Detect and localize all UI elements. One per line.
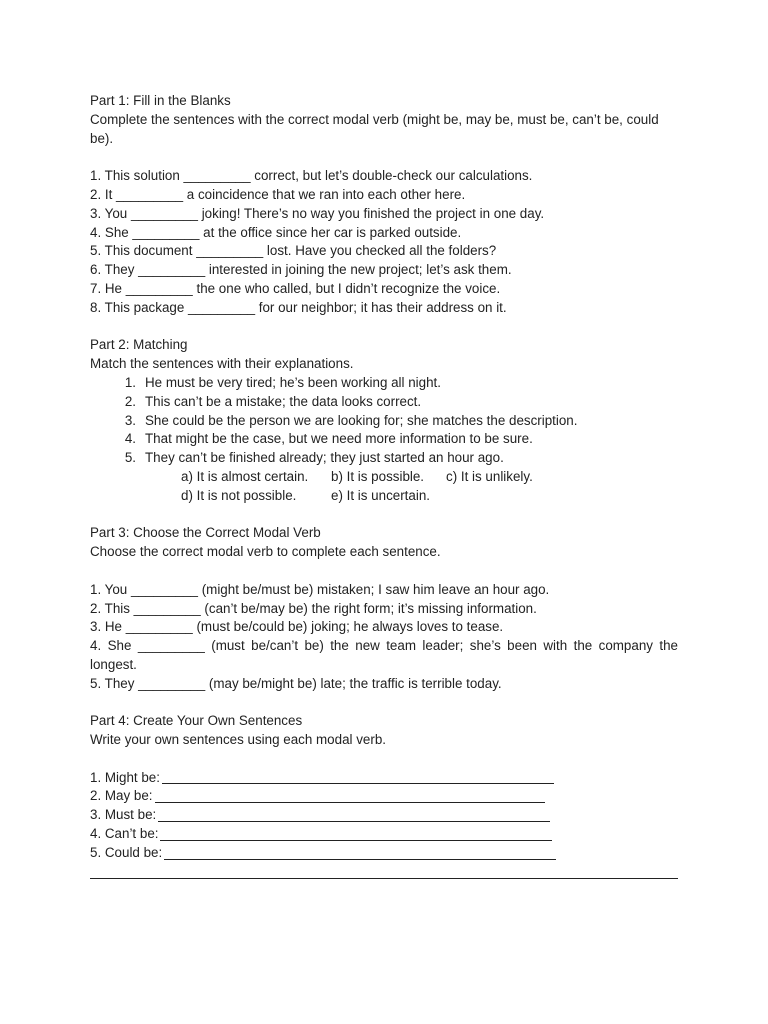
list-item — [90, 412, 678, 431]
item-text: He must be very tired; he’s been working all night. — [145, 374, 441, 390]
item-number: 1. — [124, 374, 136, 390]
write-line-may-be — [90, 787, 678, 806]
part4-heading: Part 4: Create Your Own Sentences — [90, 713, 303, 729]
part3-list — [90, 581, 678, 694]
bottom-rule — [90, 878, 678, 879]
options-row — [90, 468, 678, 487]
answer-blank[interactable] — [160, 826, 552, 841]
part3-heading: Part 3: Choose the Correct Modal Verb — [90, 525, 321, 541]
part2-instructions: Match the sentences with their explanations. — [90, 356, 354, 372]
list-item: 4. She _________ at the office since her car is parked outside. — [90, 224, 462, 240]
write-label: 2. May be: — [90, 788, 153, 804]
option-a: a) It is almost certain. — [181, 468, 309, 484]
write-line-cant-be — [90, 825, 678, 844]
option-e: e) It is uncertain. — [331, 487, 430, 503]
list-item: 1. You _________ (might be/must be) mistaken; I saw him leave an hour ago. — [90, 581, 550, 597]
write-line-must-be — [90, 806, 678, 825]
write-line-could-be — [90, 844, 678, 863]
list-item — [90, 374, 678, 393]
spacer — [90, 506, 678, 525]
part4-instructions: Write your own sentences using each modal verb. — [90, 732, 386, 748]
answer-blank[interactable] — [162, 769, 554, 784]
list-item: 8. This package _________ for our neighbor; it has their address on it. — [90, 299, 507, 315]
list-item — [90, 449, 678, 468]
part1-instructions: Complete the sentences with the correct modal verb (might be, may be, must be, can’t be, could be). — [90, 111, 659, 146]
item-text: That might be the case, but we need more information to be sure. — [145, 431, 533, 447]
option-b: b) It is possible. — [331, 468, 425, 484]
list-item — [90, 430, 678, 449]
options-row — [90, 487, 678, 506]
item-number: 2. — [124, 393, 136, 409]
list-item: 5. They _________ (may be/might be) late; the traffic is terrible today. — [90, 675, 502, 691]
write-label: 5. Could be: — [90, 844, 163, 860]
part2-heading: Part 2: Matching — [90, 337, 188, 353]
part1-list — [90, 167, 678, 317]
option-c: c) It is unlikely. — [446, 468, 533, 484]
list-item — [90, 393, 678, 412]
list-item: 1. This solution _________ correct, but let’s double-check our calculations. — [90, 168, 533, 184]
item-number: 5. — [124, 450, 136, 466]
list-item: 2. It _________ a coincidence that we ran into each other here. — [90, 186, 466, 202]
answer-blank[interactable] — [158, 807, 550, 822]
item-text: They can’t be finished already; they just started an hour ago. — [145, 450, 504, 466]
list-item: 7. He _________ the one who called, but I didn’t recognize the voice. — [90, 280, 501, 296]
part3-instructions: Choose the correct modal verb to complete each sentence. — [90, 544, 441, 560]
list-item: 6. They _________ interested in joining the new project; let’s ask them. — [90, 262, 512, 278]
answer-blank[interactable] — [164, 845, 556, 860]
list-item: 3. You _________ joking! There’s no way you finished the project in one day. — [90, 205, 545, 221]
spacer — [90, 148, 678, 167]
item-number: 3. — [124, 412, 136, 428]
part1-heading: Part 1: Fill in the Blanks — [90, 93, 231, 108]
spacer — [90, 318, 678, 337]
write-line-might-be — [90, 769, 678, 788]
list-item: 4. She _________ (must be/can’t be) the new team leader; she’s been with the company the longest. — [90, 638, 678, 672]
spacer — [90, 562, 678, 581]
part2-list — [90, 374, 678, 468]
answer-blank[interactable] — [155, 788, 545, 803]
list-item: 5. This document _________ lost. Have you checked all the folders? — [90, 243, 497, 259]
write-label: 4. Can’t be: — [90, 826, 159, 842]
write-label: 3. Must be: — [90, 807, 157, 823]
item-text: She could be the person we are looking for; she matches the description. — [145, 412, 578, 428]
item-number: 4. — [124, 431, 136, 447]
write-label: 1. Might be: — [90, 769, 160, 785]
option-d: d) It is not possible. — [181, 487, 297, 503]
list-item: 3. He _________ (must be/could be) joking; he always loves to tease. — [90, 619, 504, 635]
part4-list — [90, 769, 678, 863]
spacer — [90, 750, 678, 769]
list-item: 2. This _________ (can’t be/may be) the right form; it’s missing information. — [90, 600, 537, 616]
item-text: This can’t be a mistake; the data looks correct. — [145, 393, 422, 409]
worksheet — [90, 92, 678, 863]
spacer — [90, 694, 678, 713]
